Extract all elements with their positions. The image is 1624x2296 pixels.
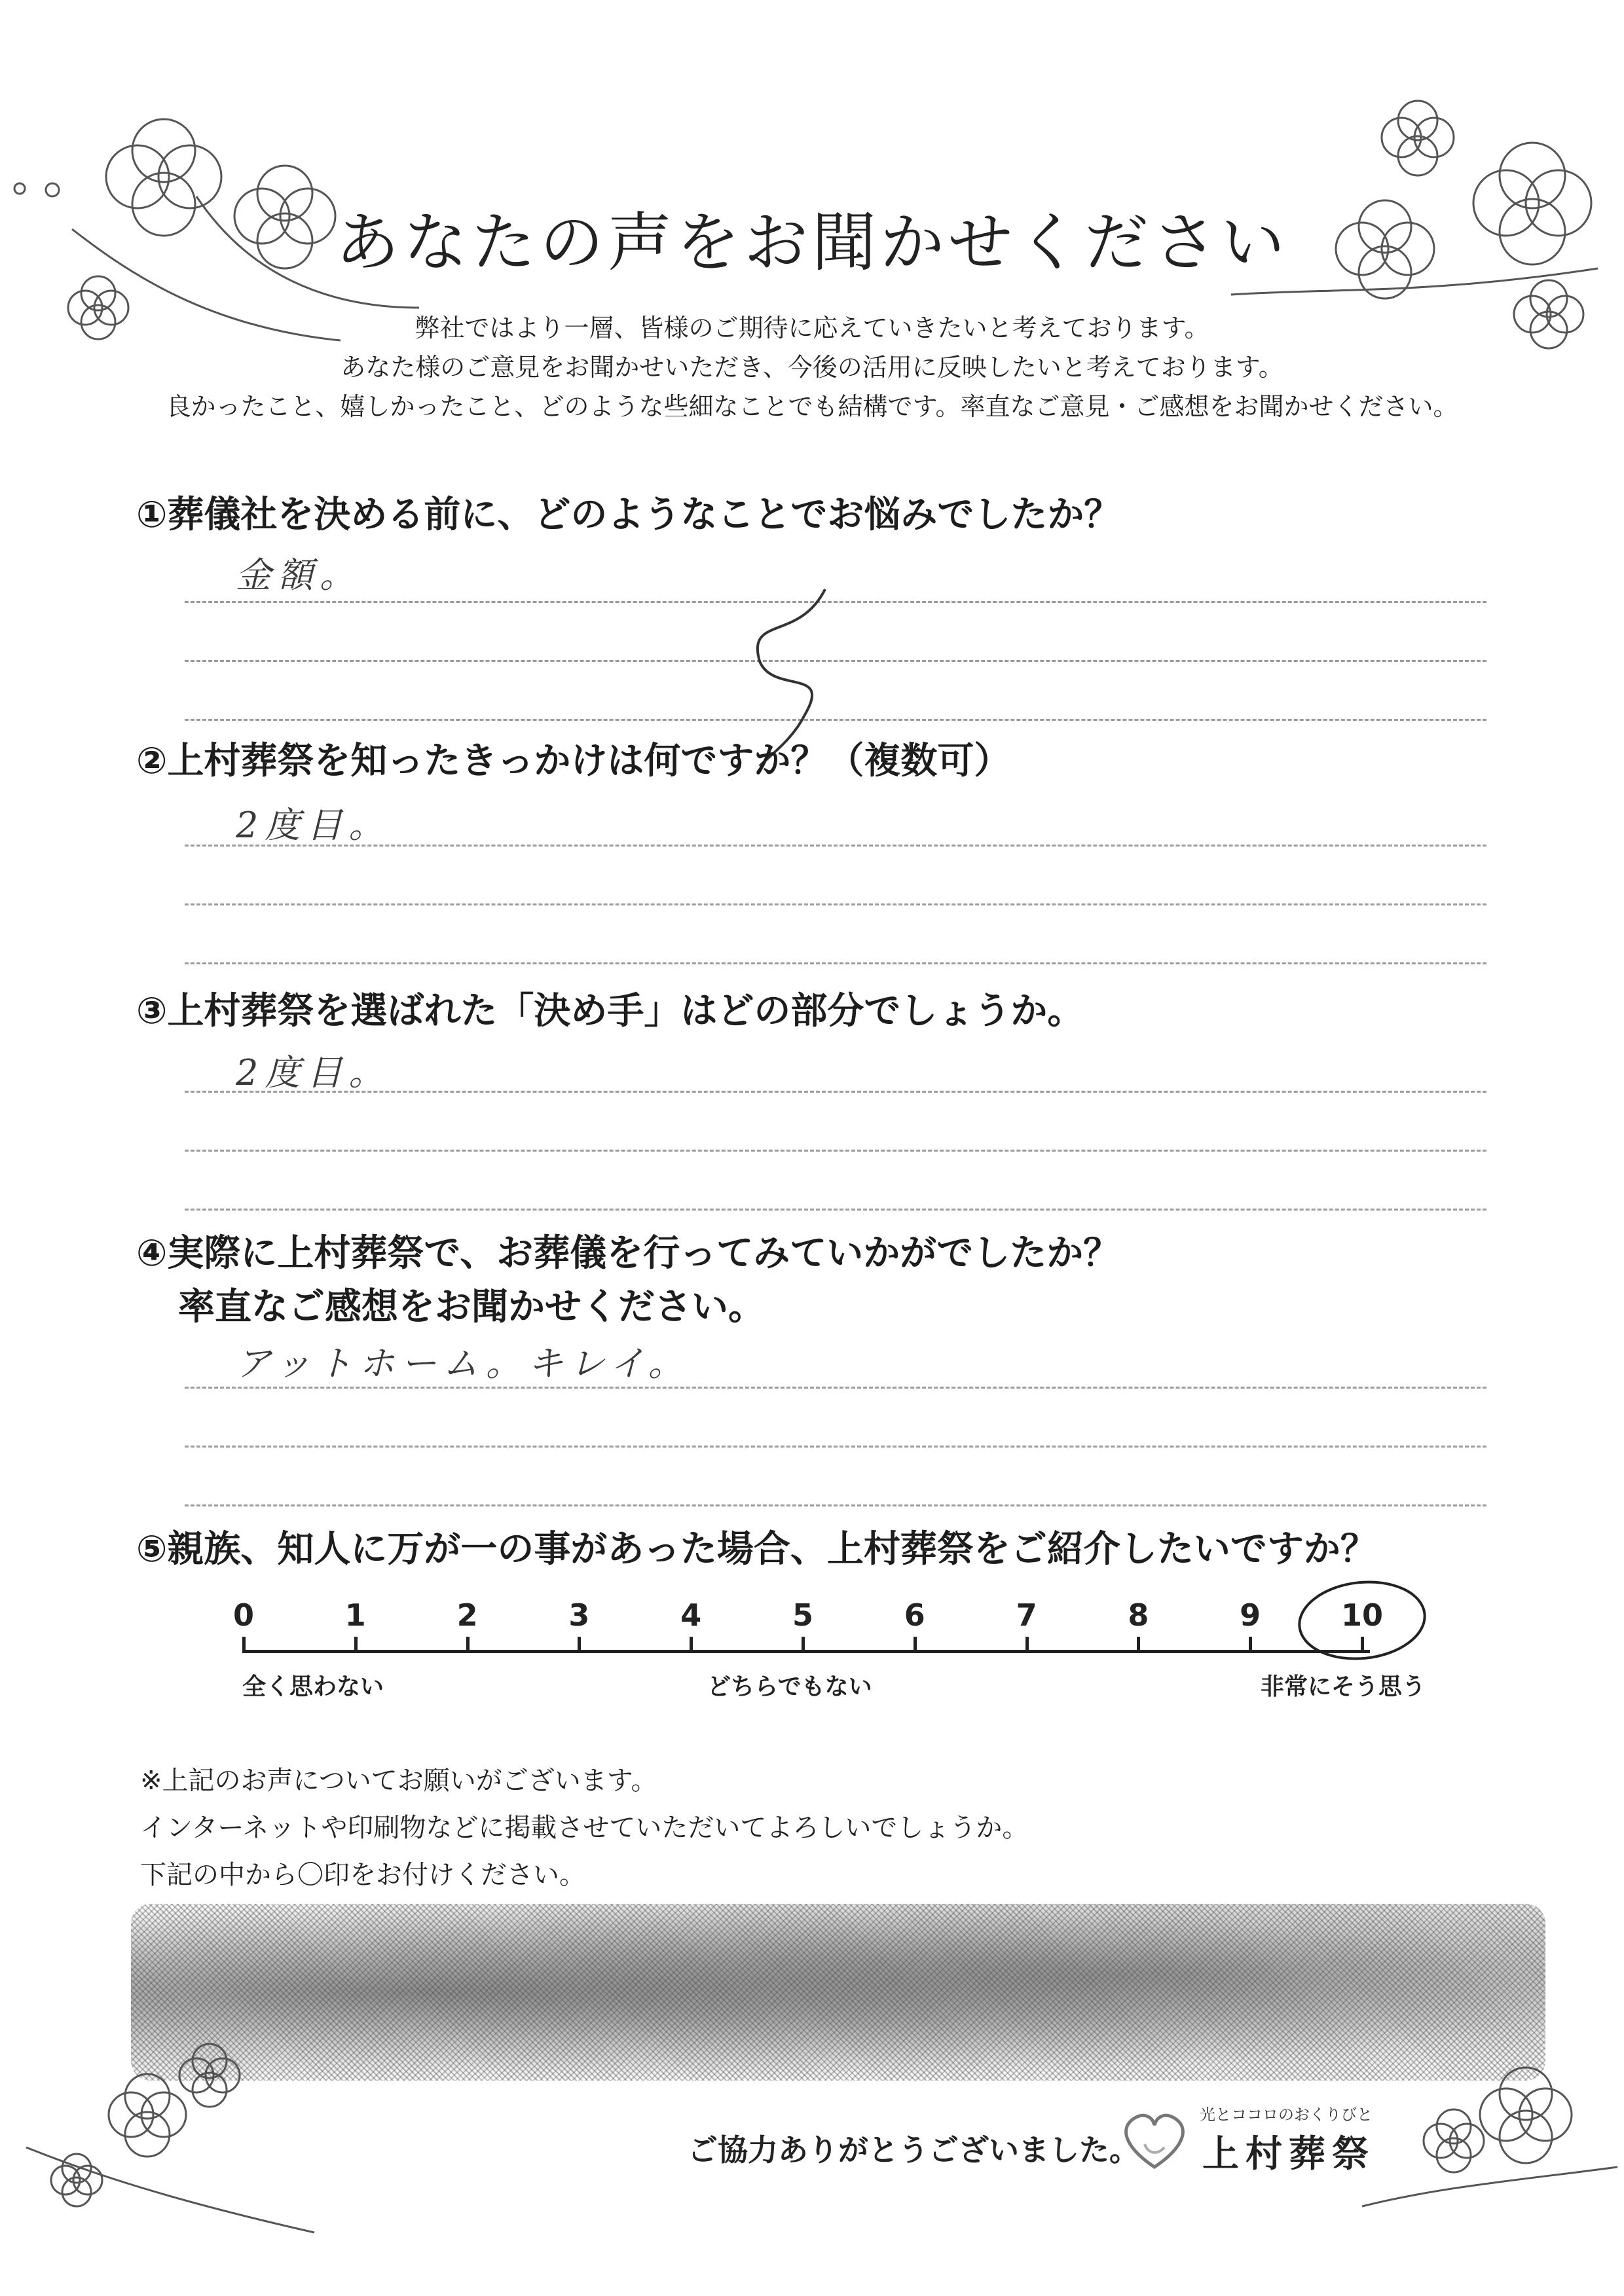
scale-tick	[802, 1637, 805, 1652]
answer-rule	[185, 962, 1486, 964]
answer-rule	[185, 903, 1486, 905]
answer-2[interactable]: 2度目。	[236, 805, 391, 846]
answer-rule	[185, 845, 1486, 847]
scale-tick	[690, 1637, 693, 1652]
question-4-line-2: 率直なご感想をお聞かせください。	[178, 1286, 765, 1328]
question-3: ③上村葬祭を選ばれた「決め手」はどの部分でしょうか。	[136, 990, 1084, 1032]
scale-tick	[1249, 1637, 1252, 1652]
answer-rule	[185, 1150, 1486, 1152]
question-2: ②上村葬祭を知ったきっかけは何ですか？（複数可）	[136, 740, 1011, 782]
answer-1[interactable]: 金額。	[236, 555, 361, 596]
scale-number-8[interactable]: 8	[1128, 1597, 1149, 1633]
scale-line	[242, 1650, 1370, 1653]
thanks-message: ご協力ありがとうございました。	[688, 2132, 1139, 2168]
question-5: ⑤親族、知人に万が一の事があった場合、上村葬祭をご紹介したいですか？	[136, 1528, 1377, 1571]
scale-number-6[interactable]: 6	[904, 1597, 925, 1633]
logo-tagline: 光とココロのおくりびと	[1200, 2105, 1373, 2124]
answer-3[interactable]: 2度目。	[236, 1052, 391, 1093]
question-4: ④実際に上村葬祭で、お葬儀を行ってみていかがでしたか？	[136, 1232, 1120, 1275]
scale-tick	[578, 1637, 581, 1652]
note-line-2: インターネットや印刷物などに掲載させていただいてよろしいでしょうか。	[140, 1813, 1029, 1843]
logo-name: 上村葬祭	[1202, 2133, 1375, 2176]
scale-number-2[interactable]: 2	[456, 1597, 478, 1633]
scale-tick	[1025, 1637, 1029, 1652]
scale-mid-label: どちらでもない	[707, 1673, 872, 1700]
page-title: あなたの声をお聞かせください	[335, 206, 1289, 280]
answer-4[interactable]: アットホーム。キレイ。	[236, 1343, 690, 1384]
answer-rule	[185, 1387, 1486, 1389]
selected-circle	[1290, 1571, 1434, 1669]
intro-line-1: 弊社ではより一層、皆様のご期待に応えていきたいと考えております。	[415, 314, 1209, 342]
scale-low-label: 全く思わない	[242, 1673, 384, 1700]
scale-tick	[354, 1637, 358, 1652]
scale-number-3[interactable]: 3	[568, 1597, 590, 1633]
intro-line-2: あなた様のご意見をお聞かせいただき、今後の活用に反映したいと考えております。	[341, 353, 1283, 382]
heart-logo-icon	[1118, 2108, 1190, 2174]
redacted-consent-area	[131, 1904, 1545, 2081]
answer-rule	[185, 1209, 1486, 1211]
scale-high-label: 非常にそう思う	[1261, 1673, 1426, 1700]
scale-tick	[242, 1637, 246, 1652]
scale-tick	[1137, 1637, 1140, 1652]
scale-number-5[interactable]: 5	[792, 1597, 813, 1633]
scale-number-4[interactable]: 4	[680, 1597, 702, 1633]
answer-rule	[185, 1091, 1486, 1093]
scale-tick	[466, 1637, 470, 1652]
note-line-3: 下記の中から〇印をお付けください。	[140, 1860, 585, 1890]
scale-number-10[interactable]: 10	[1340, 1597, 1383, 1633]
scale-number-9[interactable]: 9	[1240, 1597, 1261, 1633]
scale-number-1[interactable]: 1	[344, 1597, 366, 1633]
answer-rule	[185, 1446, 1486, 1448]
scale-number-7[interactable]: 7	[1016, 1597, 1037, 1633]
question-1: ①葬儀社を決める前に、どのようなことでお悩みでしたか？	[136, 494, 1121, 536]
answer-rule	[185, 1504, 1486, 1506]
scale-number-0[interactable]: 0	[232, 1597, 254, 1633]
note-line-1: ※上記のお声についてお願いがございます。	[140, 1766, 657, 1796]
scale-tick	[913, 1637, 917, 1652]
intro-line-3: 良かったこと、嬉しかったこと、どのような些細なことでも結構です。率直なご意見・ご感想をお聞かせください。	[166, 392, 1458, 421]
